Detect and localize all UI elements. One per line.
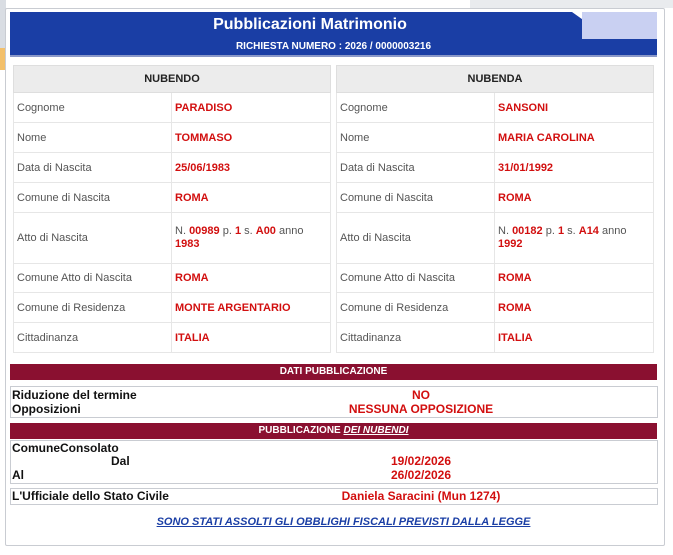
dei-nubendi-link[interactable]: DEI NUBENDI (343, 425, 409, 436)
nubendo-field-value: ITALIA (172, 323, 331, 353)
nubendo-row (14, 293, 331, 323)
nubenda-field-label: Data di Nascita (337, 153, 495, 183)
dal-label: Dal (111, 454, 130, 468)
nubendo-field-value: 25/06/1983 (172, 153, 331, 183)
nubendo-row (14, 264, 331, 293)
pubblicazione-header-text: PUBBLICAZIONE (258, 425, 344, 436)
atto-part: N. (498, 225, 513, 237)
ufficiale-label: L'Ufficiale dello Stato Civile (12, 489, 169, 503)
top-edge-strip (470, 0, 673, 8)
atto-part: p. (219, 225, 235, 237)
atto-part: N. (175, 225, 190, 237)
nubenda-field-value: SANSONI (495, 93, 654, 123)
nubenda-field-label: Cognome (337, 93, 495, 123)
nubenda-atto-nascita-value (495, 213, 654, 264)
nubenda-field-value: MARIA CAROLINA (495, 123, 654, 153)
atto-part: 1983 (175, 238, 200, 250)
nubendo-field-value: ROMA (172, 264, 331, 293)
nubendo-field-value: MONTE ARGENTARIO (172, 293, 331, 323)
dati-pubblicazione-header: DATI PUBBLICAZIONE (10, 364, 657, 380)
atto-part: anno (275, 225, 304, 237)
nubendo-field-label: Data di Nascita (14, 153, 172, 183)
atto-part: 1 (234, 225, 242, 237)
obblighi-fiscali-link[interactable]: SONO STATI ASSOLTI GLI OBBLIGHI FISCALI PREVISTI DALLA LEGGE (156, 516, 531, 528)
nubendo-field-label: Comune Atto di Nascita (14, 264, 172, 293)
nubendo-field-label: Cittadinanza (14, 323, 172, 353)
al-row (11, 468, 657, 482)
dal-row (11, 454, 657, 468)
title-bar (10, 12, 657, 39)
nubenda-field-value: ITALIA (495, 323, 654, 353)
nubendo-table (13, 65, 331, 353)
comune-row (11, 441, 657, 455)
opposizioni-value: NESSUNA OPPOSIZIONE (348, 402, 494, 416)
request-number-bar: RICHIESTA NUMERO : 2026 / 0000003216 (10, 39, 657, 57)
atto-part: A00 (255, 225, 276, 237)
nubendo-field-label: Atto di Nascita (14, 213, 172, 264)
nubenda-field-value: ROMA (495, 183, 654, 213)
nubenda-heading: NUBENDA (337, 66, 654, 93)
nubenda-field-value: 31/01/1992 (495, 153, 654, 183)
nubendo-row (14, 213, 331, 264)
nubenda-field-value: ROMA (495, 264, 654, 293)
nubenda-field-label: Comune di Residenza (337, 293, 495, 323)
atto-part: A14 (578, 225, 599, 237)
nubenda-row (337, 323, 654, 353)
al-value: 26/02/2026 (390, 468, 452, 482)
ufficiale-box (10, 488, 658, 505)
opposizioni-label: Opposizioni (12, 402, 81, 416)
dal-value: 19/02/2026 (390, 454, 452, 468)
atto-part: anno (598, 225, 627, 237)
nubendo-row (14, 123, 331, 153)
nubenda-table (336, 65, 654, 353)
opposizioni-row (11, 402, 657, 416)
nubenda-field-value: ROMA (495, 293, 654, 323)
nubendo-field-value: TOMMASO (172, 123, 331, 153)
nubenda-row (337, 293, 654, 323)
nubenda-row (337, 153, 654, 183)
nubendo-atto-nascita-value (172, 213, 331, 264)
riduzione-label: Riduzione del termine (12, 388, 137, 402)
nubenda-field-label: Nome (337, 123, 495, 153)
pubblicazione-nubendi-header (10, 423, 657, 439)
nubenda-row (337, 213, 654, 264)
atto-part: 00989 (189, 225, 220, 237)
nubenda-row (337, 123, 654, 153)
pubblicazione-nubendi-box (10, 440, 658, 484)
riduzione-row (11, 388, 657, 402)
nubendo-row (14, 183, 331, 213)
ufficiale-row (11, 489, 657, 503)
atto-part: s. (241, 225, 256, 237)
nubenda-row (337, 93, 654, 123)
atto-part: 1 (557, 225, 565, 237)
atto-part: 1992 (498, 238, 523, 250)
nubenda-row (337, 183, 654, 213)
nubendo-heading: NUBENDO (14, 66, 331, 93)
page-title: Pubblicazioni Matrimonio (213, 16, 407, 33)
nubenda-field-label: Comune Atto di Nascita (337, 264, 495, 293)
nubendo-field-label: Cognome (14, 93, 172, 123)
nubenda-row (337, 264, 654, 293)
riduzione-value: NO (412, 388, 430, 402)
nubendo-row (14, 153, 331, 183)
atto-part: s. (564, 225, 579, 237)
ufficiale-value: Daniela Saracini (Mun 1274) (341, 489, 501, 503)
nubenda-field-label: Comune di Nascita (337, 183, 495, 213)
nubendo-row (14, 93, 331, 123)
atto-part: p. (542, 225, 558, 237)
nubendo-field-label: Nome (14, 123, 172, 153)
nubenda-field-label: Cittadinanza (337, 323, 495, 353)
dati-pubblicazione-box (10, 386, 658, 418)
atto-part: 00182 (512, 225, 543, 237)
nubendo-field-label: Comune di Residenza (14, 293, 172, 323)
nubendo-row (14, 323, 331, 353)
nubenda-field-label: Atto di Nascita (337, 213, 495, 264)
nubendo-field-label: Comune di Nascita (14, 183, 172, 213)
al-label: Al (12, 468, 24, 482)
nubendo-field-value: PARADISO (172, 93, 331, 123)
nubendo-field-value: ROMA (172, 183, 331, 213)
comune-consolato-label: ComuneConsolato (12, 441, 119, 455)
